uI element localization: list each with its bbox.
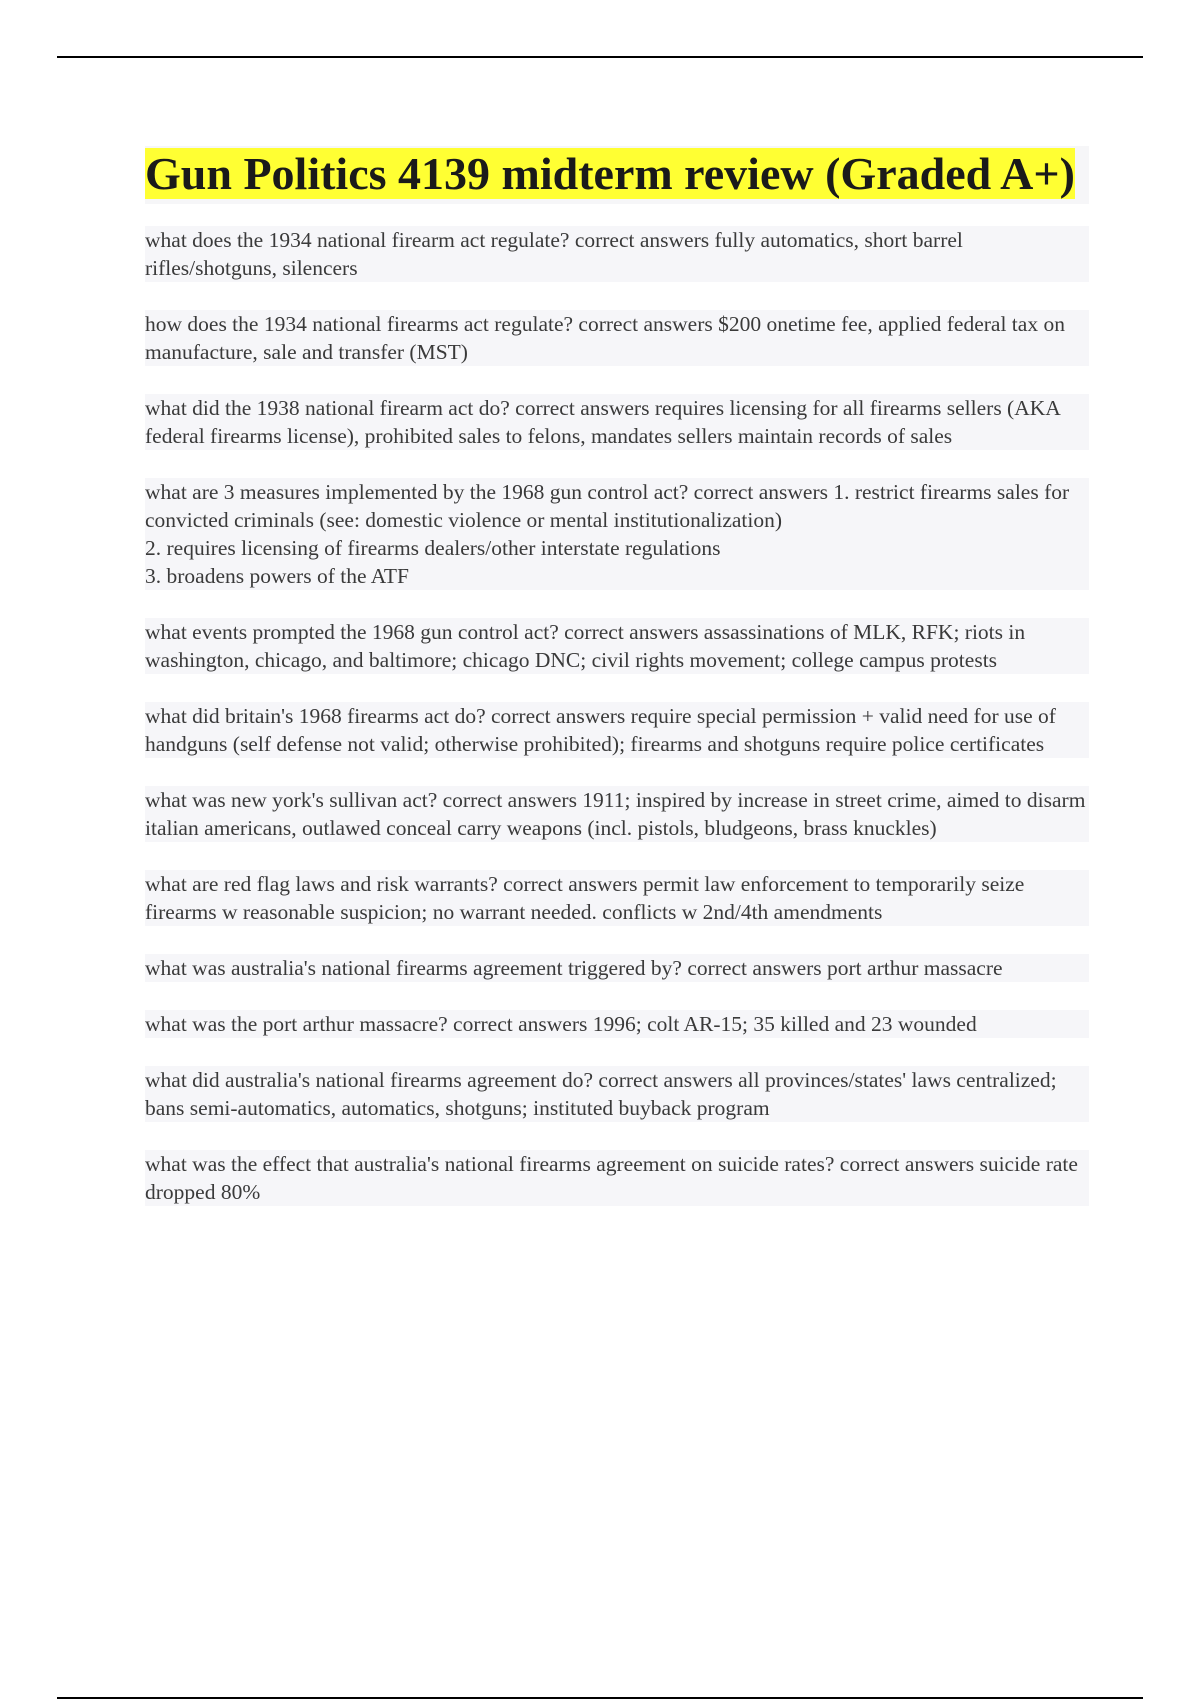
title-block: [145, 146, 1089, 204]
qa-item: what events prompted the 1968 gun control act? correct answers assassinations of MLK, RFK; riots in washington, chicago, and baltimore; chicago DNC; civil rights movement; college campus protests: [145, 618, 1089, 674]
top-rule: [57, 56, 1143, 58]
qa-item: what does the 1934 national firearm act regulate? correct answers fully automatics, short barrel rifles/shotguns, silencers: [145, 226, 1089, 282]
qa-item: what was the effect that australia's national firearms agreement on suicide rates? correct answers suicide rate dropped 80%: [145, 1150, 1089, 1206]
qa-item: what are 3 measures implemented by the 1968 gun control act? correct answers 1. restrict firearms sales for convicted criminals (see: domestic violence or mental institutionalization) 2. requires licensing of firearms dealers/other interstate regulations 3. broadens powers of the ATF: [145, 478, 1089, 590]
qa-item: what was the port arthur massacre? correct answers 1996; colt AR-15; 35 killed and 23 wounded: [145, 1010, 1089, 1038]
document-body: [145, 146, 1089, 1234]
qa-item: what did australia's national firearms agreement do? correct answers all provinces/states' laws centralized; bans semi-automatics, automatics, shotguns; instituted buyback program: [145, 1066, 1089, 1122]
qa-item: what did the 1938 national firearm act do? correct answers requires licensing for all firearms sellers (AKA federal firearms license), prohibited sales to felons, mandates sellers maintain records of sales: [145, 394, 1089, 450]
title-highlight: Gun Politics 4139 midterm review (Graded A+): [145, 148, 1075, 199]
qa-item: what are red flag laws and risk warrants? correct answers permit law enforcement to temporarily seize firearms w reasonable suspicion; no warrant needed. conflicts w 2nd/4th amendments: [145, 870, 1089, 926]
bottom-rule: [57, 1697, 1143, 1699]
qa-item: how does the 1934 national firearms act regulate? correct answers $200 onetime fee, applied federal tax on manufacture, sale and transfer (MST): [145, 310, 1089, 366]
qa-item: what was australia's national firearms agreement triggered by? correct answers port arthur massacre: [145, 954, 1089, 982]
document-title: [145, 146, 1089, 202]
qa-item: what was new york's sullivan act? correct answers 1911; inspired by increase in street crime, aimed to disarm italian americans, outlawed conceal carry weapons (incl. pistols, bludgeons, brass knuckles): [145, 786, 1089, 842]
qa-item: what did britain's 1968 firearms act do? correct answers require special permission + valid need for use of handguns (self defense not valid; otherwise prohibited); firearms and shotguns require police certificates: [145, 702, 1089, 758]
